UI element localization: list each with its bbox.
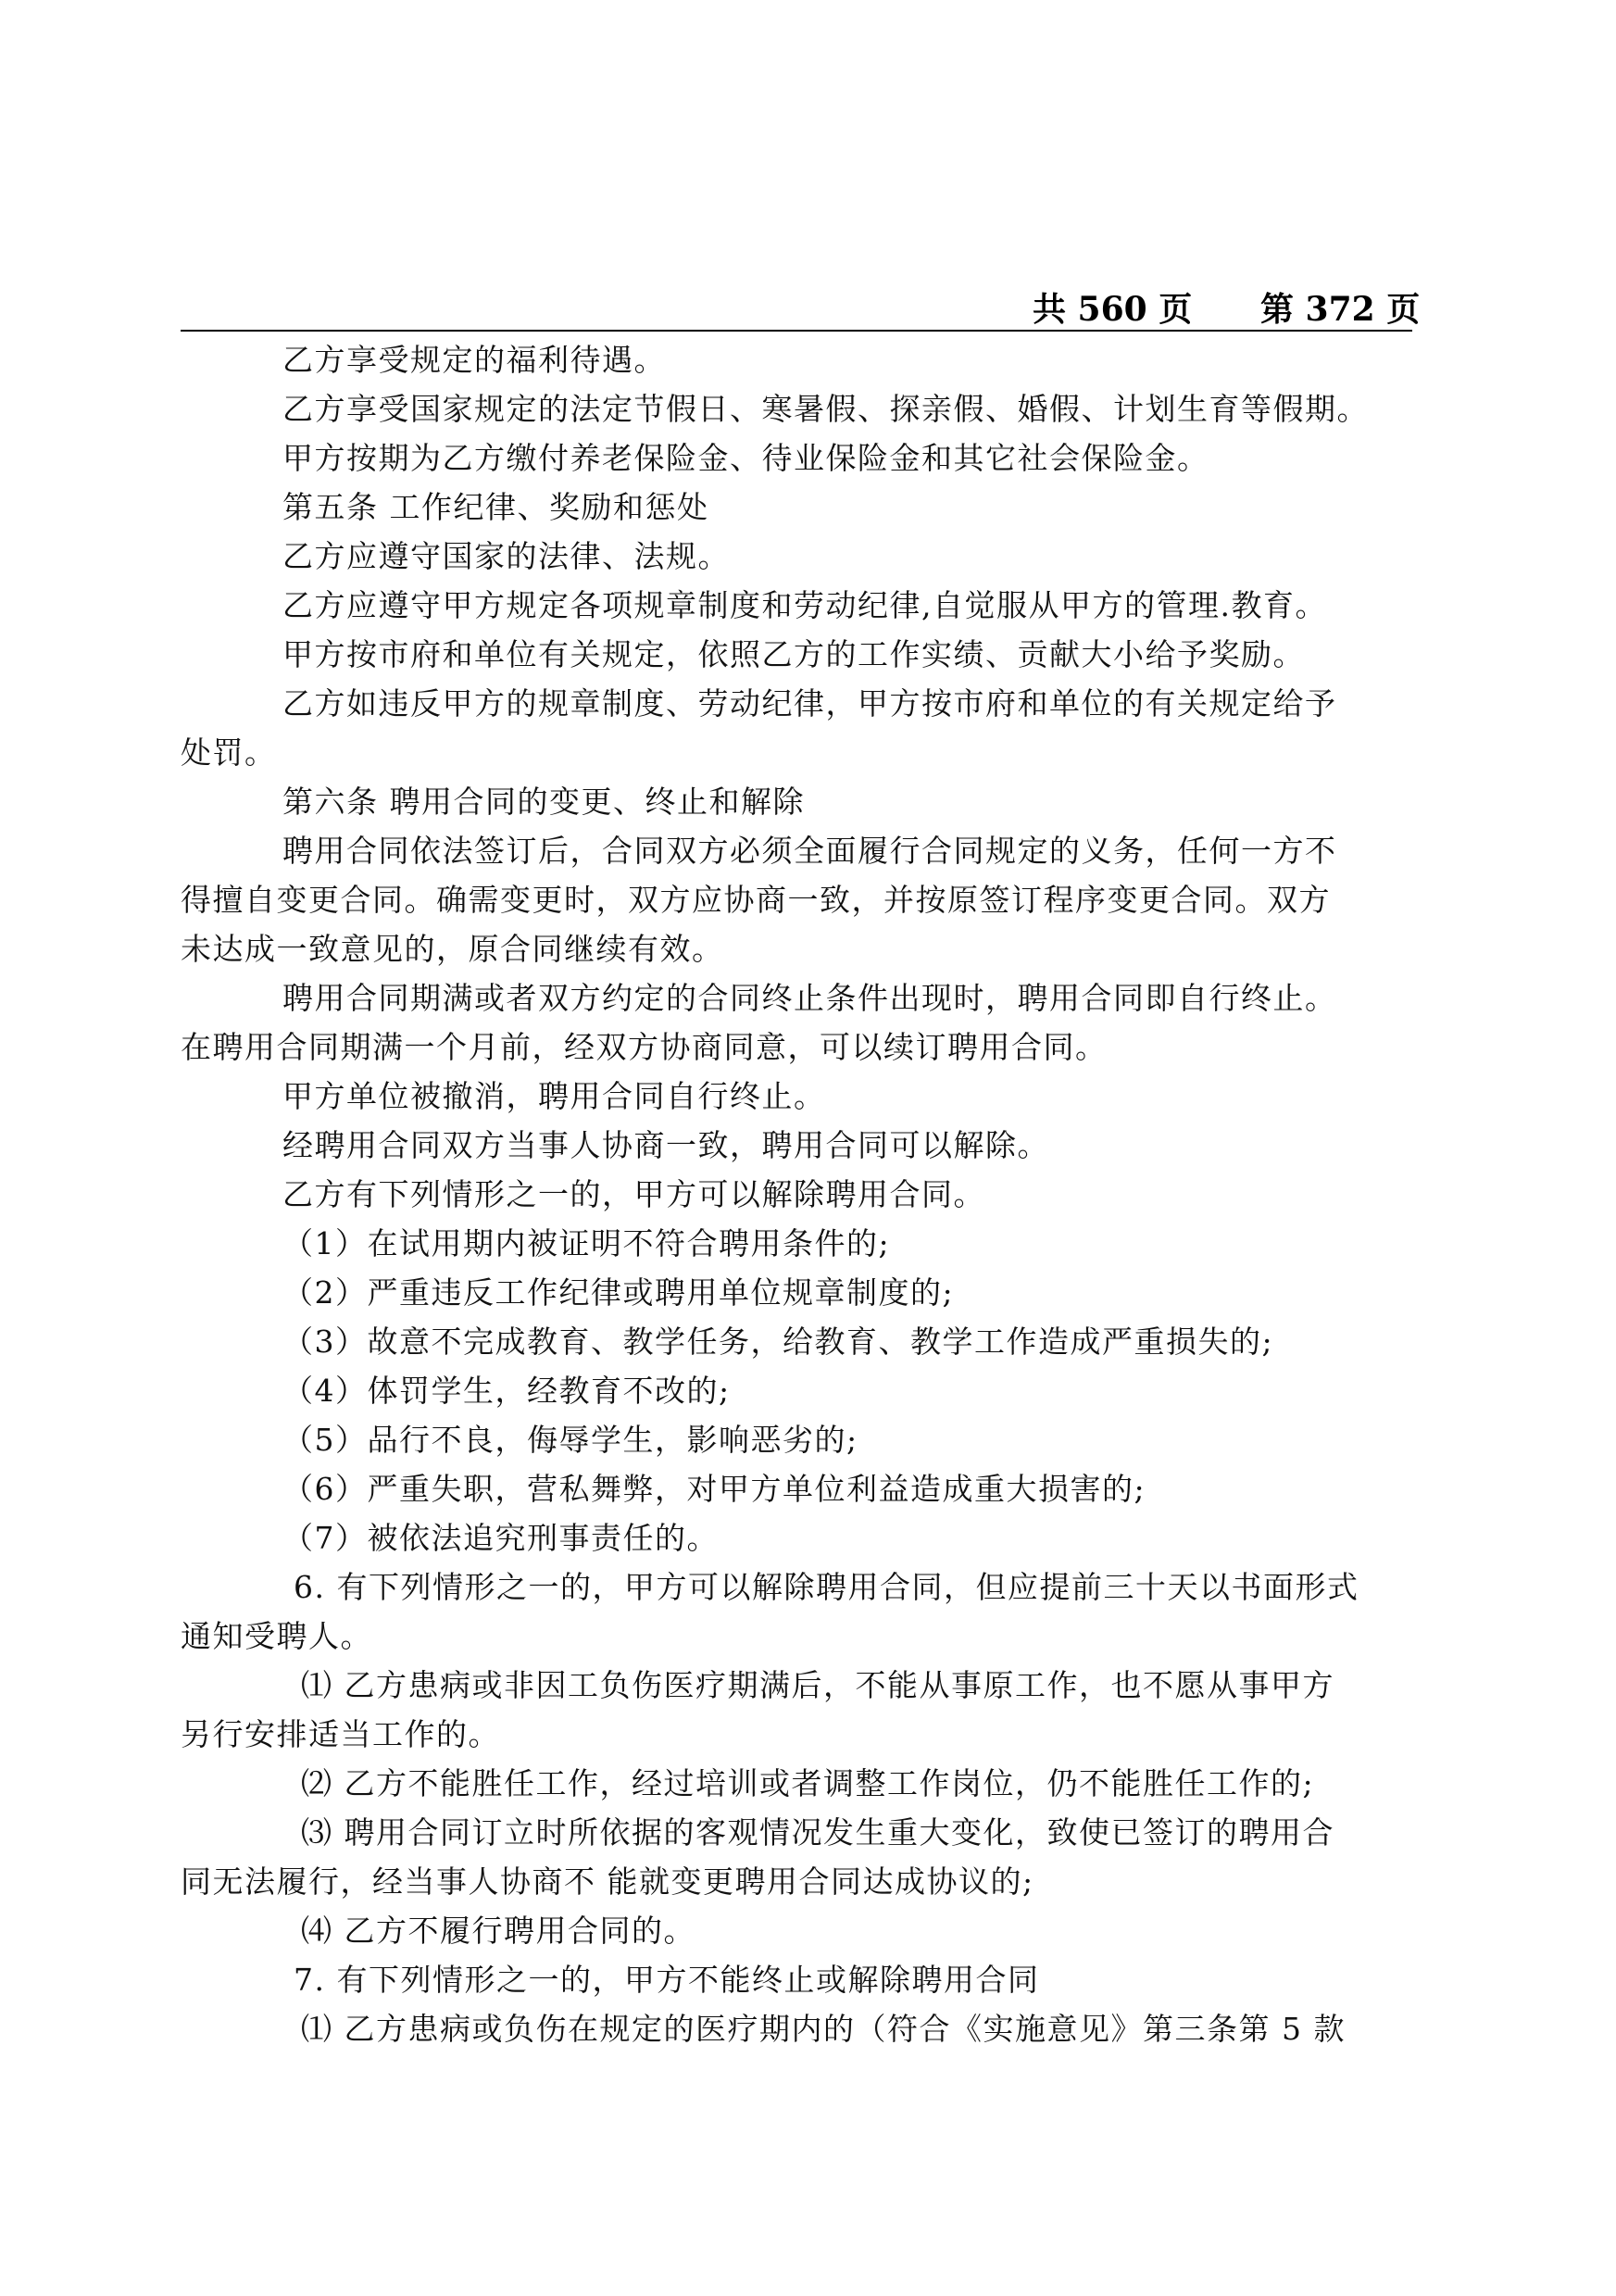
header-rule bbox=[181, 330, 1412, 332]
document-body bbox=[181, 335, 1440, 2053]
list-item: ⑵ 乙方不能胜任工作，经过培训或者调整工作岗位，仍不能胜任工作的; bbox=[301, 1765, 1315, 1801]
paragraph-line: 甲方单位被撤消，聘用合同自行终止。 bbox=[282, 1078, 826, 1114]
list-item: ⑴ 乙方患病或负伤在规定的医疗期内的（符合《实施意见》第三条第 5 款 bbox=[301, 2011, 1346, 2047]
paragraph-line: 乙方有下列情形之一的，甲方可以解除聘用合同。 bbox=[282, 1176, 985, 1212]
paragraph-line: 在聘用合同期满一个月前，经双方协商同意，可以续订聘用合同。 bbox=[181, 1029, 1108, 1065]
section-heading: 第六条 聘用合同的变更、终止和解除 bbox=[282, 784, 805, 820]
paragraph-line: 通知受聘人。 bbox=[181, 1618, 372, 1654]
paragraph-line: 乙方应遵守甲方规定各项规章制度和劳动纪律,自觉服从甲方的管理.教育。 bbox=[282, 587, 1327, 623]
page-header bbox=[181, 283, 1421, 329]
list-item: ⑷ 乙方不履行聘用合同的。 bbox=[301, 1913, 695, 1949]
paragraph-line: 未达成一致意见的，原合同继续有效。 bbox=[181, 931, 724, 967]
paragraph-line: 聘用合同期满或者双方约定的合同终止条件出现时，聘用合同即自行终止。 bbox=[282, 980, 1337, 1016]
paragraph-line: 乙方应遵守国家的法律、法规。 bbox=[282, 538, 730, 574]
list-item: （4）体罚学生，经教育不改的; bbox=[282, 1373, 731, 1409]
paragraph-line: 得擅自变更合同。确需变更时，双方应协商一致，并按原签订程序变更合同。双方 bbox=[181, 882, 1331, 918]
list-item: （3）故意不完成教育、教学任务，给教育、教学工作造成严重损失的; bbox=[282, 1324, 1274, 1360]
paragraph-line: 乙方如违反甲方的规章制度、劳动纪律，甲方按市府和单位的有关规定给予 bbox=[282, 685, 1337, 721]
list-item: （7）被依法追究刑事责任的。 bbox=[282, 1520, 719, 1556]
paragraph-line: 处罚。 bbox=[181, 734, 277, 771]
list-item: （5）品行不良，侮辱学生，影响恶劣的; bbox=[282, 1422, 858, 1458]
paragraph-line: 甲方按期为乙方缴付养老保险金、待业保险金和其它社会保险金。 bbox=[282, 440, 1209, 476]
paragraph-line: 另行安排适当工作的。 bbox=[181, 1716, 500, 1752]
paragraph-line: 聘用合同依法签订后，合同双方必须全面履行合同规定的义务，任何一方不 bbox=[282, 833, 1337, 869]
current-page-label: 第 372 页 bbox=[1260, 290, 1421, 329]
paragraph-line: 乙方享受国家规定的法定节假日、寒暑假、探亲假、婚假、计划生育等假期。 bbox=[282, 391, 1369, 427]
list-item: ⑴ 乙方患病或非因工负伤医疗期满后，不能从事原工作，也不愿从事甲方 bbox=[301, 1667, 1334, 1703]
list-item: ⑶ 聘用合同订立时所依据的客观情况发生重大变化，致使已签订的聘用合 bbox=[301, 1814, 1334, 1851]
section-heading: 第五条 工作纪律、奖励和惩处 bbox=[282, 489, 709, 525]
paragraph-line: 同无法履行，经当事人协商不 能就变更聘用合同达成协议的; bbox=[181, 1863, 1034, 1900]
paragraph-line: 经聘用合同双方当事人协商一致，聘用合同可以解除。 bbox=[282, 1127, 1049, 1163]
list-item: （1）在试用期内被证明不符合聘用条件的; bbox=[282, 1225, 891, 1261]
list-item: （6）严重失职，营私舞弊，对甲方单位利益造成重大损害的; bbox=[282, 1471, 1146, 1507]
paragraph-line: 甲方按市府和单位有关规定，依照乙方的工作实绩、贡献大小给予奖励。 bbox=[282, 636, 1305, 672]
paragraph-line: 7. 有下列情形之一的，甲方不能终止或解除聘用合同 bbox=[294, 1962, 1040, 1998]
total-pages-label: 共 560 页 bbox=[1033, 290, 1193, 329]
paragraph-line: 6. 有下列情形之一的，甲方可以解除聘用合同，但应提前三十天以书面形式 bbox=[294, 1569, 1359, 1605]
list-item: （2）严重违反工作纪律或聘用单位规章制度的; bbox=[282, 1274, 955, 1311]
paragraph-line: 乙方享受规定的福利待遇。 bbox=[282, 342, 666, 378]
